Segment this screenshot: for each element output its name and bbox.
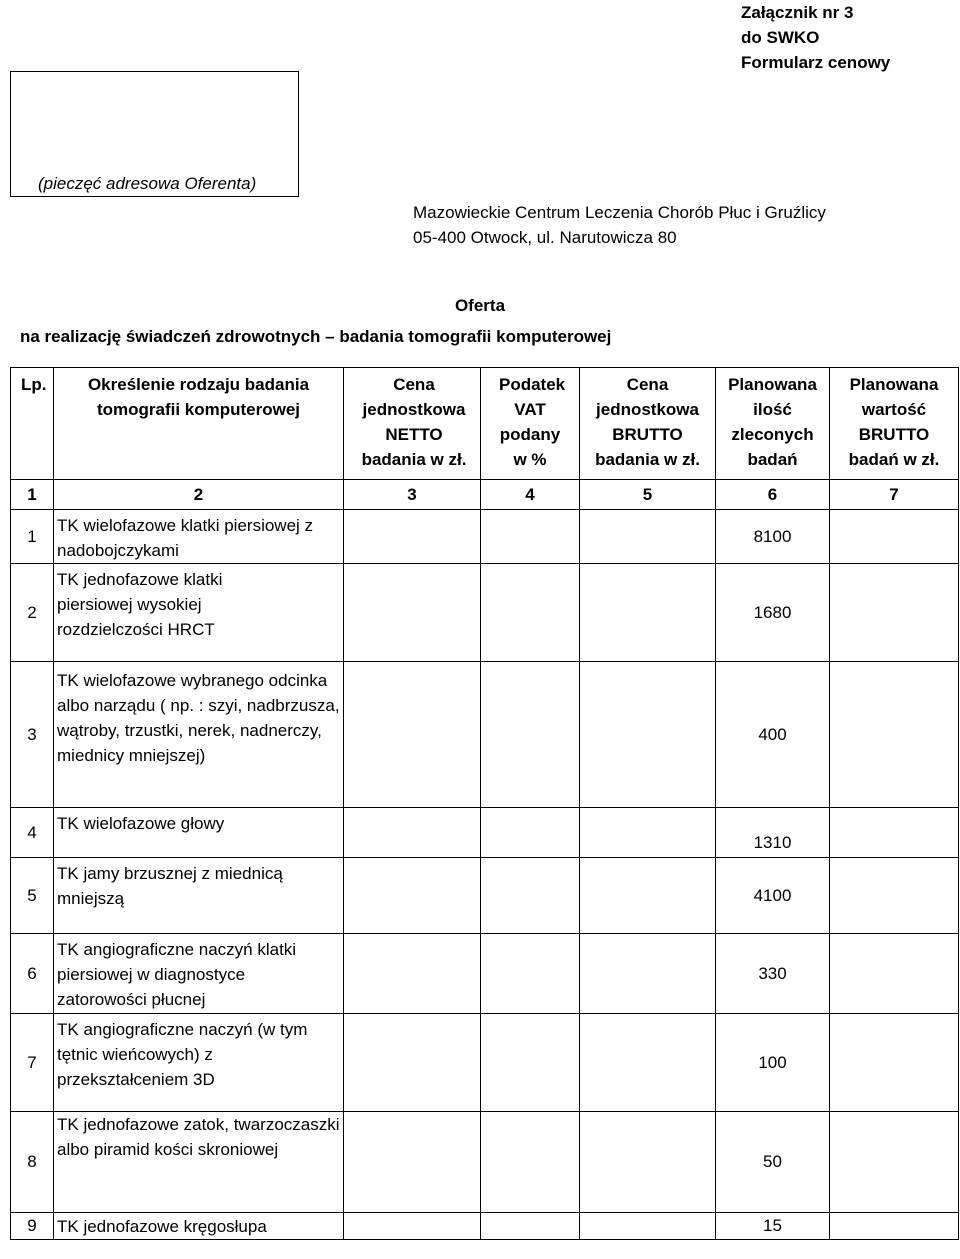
planned-value-cell[interactable] <box>830 1112 959 1213</box>
net-price-cell[interactable] <box>344 808 481 858</box>
gross-price-cell[interactable] <box>580 1014 716 1112</box>
table-row <box>11 1213 959 1240</box>
row-description: TK jamy brzusznej z miednicą mniejszą <box>54 858 344 934</box>
row-quantity: 1310 <box>716 808 830 858</box>
annex-header <box>741 0 951 75</box>
vat-cell[interactable] <box>481 564 580 662</box>
row-description: TK wielofazowe głowy <box>54 808 344 858</box>
column-number: 4 <box>481 480 580 510</box>
net-price-cell[interactable] <box>344 1112 481 1213</box>
row-description: TK wielofazowe klatki piersiowej z nadobojczykami <box>54 510 344 564</box>
row-lp: 5 <box>11 858 54 934</box>
net-price-cell[interactable] <box>344 858 481 934</box>
planned-value-cell[interactable] <box>830 510 959 564</box>
table-row <box>11 1112 959 1213</box>
vat-cell[interactable] <box>481 1213 580 1240</box>
planned-value-cell[interactable] <box>830 858 959 934</box>
row-lp: 1 <box>11 510 54 564</box>
row-description: TK angiograficzne naczyń klatki piersiowej w diagnostyce zatorowości płucnej <box>54 934 344 1014</box>
row-quantity: 330 <box>716 934 830 1014</box>
row-quantity: 8100 <box>716 510 830 564</box>
net-price-cell[interactable] <box>344 564 481 662</box>
gross-price-cell[interactable] <box>580 662 716 808</box>
row-description: TK jednofazowe klatki piersiowej wysokiej rozdzielczości HRCT <box>54 564 344 662</box>
vat-cell[interactable] <box>481 858 580 934</box>
vat-cell[interactable] <box>481 1014 580 1112</box>
price-table <box>10 367 959 1240</box>
row-quantity: 100 <box>716 1014 830 1112</box>
annex-reference: do SWKO <box>741 28 820 47</box>
net-price-cell[interactable] <box>344 1213 481 1240</box>
offer-subtitle: na realizację świadczeń zdrowotnych – badania tomografii komputerowej <box>20 327 612 346</box>
header-net-price: Cena jednostkowa NETTO badania w zł. <box>344 368 481 480</box>
row-quantity: 4100 <box>716 858 830 934</box>
gross-price-cell[interactable] <box>580 934 716 1014</box>
net-price-cell[interactable] <box>344 1014 481 1112</box>
addressee-name: Mazowieckie Centrum Leczenia Chorób Płuc i Gruźlicy <box>413 203 826 222</box>
header-lp: Lp. <box>11 368 54 480</box>
addressee <box>413 200 893 250</box>
planned-value-cell[interactable] <box>830 564 959 662</box>
header-gross-price: Cena jednostkowa BRUTTO badania w zł. <box>580 368 716 480</box>
row-quantity: 1680 <box>716 564 830 662</box>
row-lp: 7 <box>11 1014 54 1112</box>
gross-price-cell[interactable] <box>580 808 716 858</box>
column-number: 6 <box>716 480 830 510</box>
net-price-cell[interactable] <box>344 662 481 808</box>
table-row <box>11 808 959 858</box>
net-price-cell[interactable] <box>344 510 481 564</box>
row-description: TK wielofazowe wybranego odcinka albo narządu ( np. : szyi, nadbrzusza, wątroby, trzustki, nerek, nadnerczy, miednicy mniejszej) <box>54 662 344 808</box>
table-row <box>11 510 959 564</box>
column-number: 1 <box>11 480 54 510</box>
stamp-label: (pieczęć adresowa Oferenta) <box>38 174 257 193</box>
row-quantity: 50 <box>716 1112 830 1213</box>
column-number: 7 <box>830 480 959 510</box>
vat-cell[interactable] <box>481 808 580 858</box>
header-row <box>11 368 959 480</box>
gross-price-cell[interactable] <box>580 564 716 662</box>
vat-cell[interactable] <box>481 1112 580 1213</box>
table-row <box>11 1014 959 1112</box>
row-description: TK jednofazowe kręgosłupa <box>54 1213 344 1240</box>
planned-value-cell[interactable] <box>830 808 959 858</box>
header-planned-value: Planowana wartość BRUTTO badań w zł. <box>830 368 959 480</box>
column-number: 5 <box>580 480 716 510</box>
row-description: TK jednofazowe zatok, twarzoczaszki albo piramid kości skroniowej <box>54 1112 344 1213</box>
offer-title: Oferta <box>454 296 506 315</box>
row-lp: 4 <box>11 808 54 858</box>
gross-price-cell[interactable] <box>580 1112 716 1213</box>
form-name: Formularz cenowy <box>741 53 891 72</box>
table-row <box>11 662 959 808</box>
column-number: 2 <box>54 480 344 510</box>
gross-price-cell[interactable] <box>580 858 716 934</box>
row-lp: 6 <box>11 934 54 1014</box>
vat-cell[interactable] <box>481 662 580 808</box>
row-lp: 3 <box>11 662 54 808</box>
header-description: Określenie rodzaju badania tomografii komputerowej <box>54 368 344 480</box>
row-lp: 2 <box>11 564 54 662</box>
planned-value-cell[interactable] <box>830 1014 959 1112</box>
row-description: TK angiograficzne naczyń (w tym tętnic wieńcowych) z przekształceniem 3D <box>54 1014 344 1112</box>
column-number: 3 <box>344 480 481 510</box>
row-quantity: 400 <box>716 662 830 808</box>
vat-cell[interactable] <box>481 510 580 564</box>
gross-price-cell[interactable] <box>580 1213 716 1240</box>
planned-value-cell[interactable] <box>830 662 959 808</box>
table-row <box>11 934 959 1014</box>
column-number-row <box>11 480 959 510</box>
net-price-cell[interactable] <box>344 934 481 1014</box>
row-lp: 9 <box>11 1213 54 1240</box>
planned-value-cell[interactable] <box>830 1213 959 1240</box>
table-row <box>11 564 959 662</box>
addressee-address: 05-400 Otwock, ul. Narutowicza 80 <box>413 228 677 247</box>
header-vat: Podatek VAT podany w % <box>481 368 580 480</box>
row-quantity: 15 <box>716 1213 830 1240</box>
annex-number: Załącznik nr 3 <box>741 3 854 22</box>
planned-value-cell[interactable] <box>830 934 959 1014</box>
row-lp: 8 <box>11 1112 54 1213</box>
header-planned-quantity: Planowana ilość zleconych badań <box>716 368 830 480</box>
vat-cell[interactable] <box>481 934 580 1014</box>
gross-price-cell[interactable] <box>580 510 716 564</box>
table-row <box>11 858 959 934</box>
